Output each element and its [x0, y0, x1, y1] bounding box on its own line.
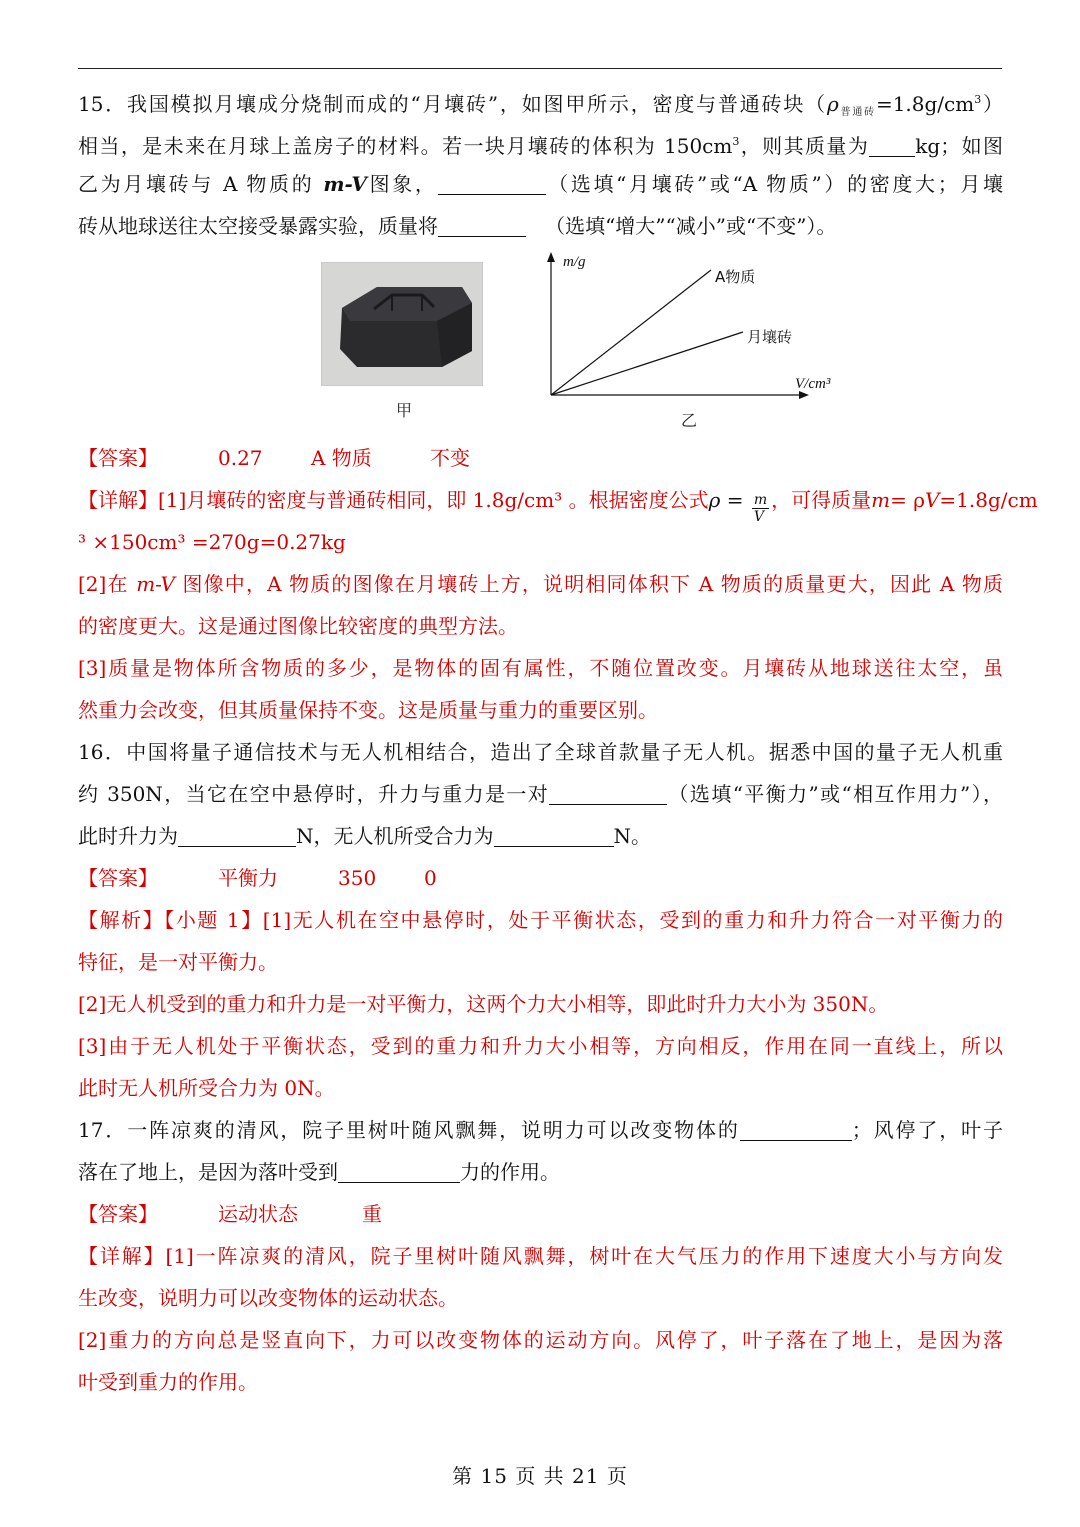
q16-text: （选填“平衡力”或“相互作用力”），: [667, 782, 1004, 806]
answer-blank[interactable]: [740, 1114, 852, 1141]
detail-text: 然重力会改变，但其质量保持不变。这是质量与重力的重要区别。: [78, 698, 658, 722]
q15-detail-1-cont: [78, 524, 1003, 566]
y-axis-arrow: [547, 252, 555, 262]
q15-text: 15．我国模拟月壤成分烧制而成的“月壤砖”，如图甲所示，密度与普通砖块（: [78, 92, 827, 116]
q17-text: 力的作用。: [460, 1160, 560, 1184]
line-a-substance: [551, 270, 711, 395]
answer-value: 350: [338, 866, 377, 890]
q17-answer: [78, 1196, 1003, 1238]
x-axis-label: V/cm³: [795, 376, 831, 392]
m-v-graph: [533, 250, 853, 430]
q15-text: （选填“增大”“减小”或“不变”）。: [545, 214, 837, 238]
analysis-text: 此时无人机所受合力为 0N。: [78, 1076, 335, 1100]
detail-text: [1]月壤砖的密度与普通砖相同，即 1.8g/cm³ 。根据密度公式: [158, 488, 709, 512]
rho-symbol: ρ: [826, 92, 839, 116]
q15-text: 相当，是未来在月球上盖房子的材料。若一块月壤砖的体积为 150cm: [78, 134, 733, 158]
detail-text: =1.8g/cm: [939, 488, 1038, 512]
q15-detail-2-cont: [78, 608, 1003, 650]
q16-text: 16．中国将量子通信技术与无人机相结合，造出了全球首款量子无人机。据悉中国的量子无人机重: [78, 740, 1003, 764]
answer-blank[interactable]: [549, 778, 667, 805]
q17-detail-2: [78, 1322, 1003, 1364]
q16-text: 约 350N，当它在空中悬停时，升力与重力是一对: [78, 782, 550, 806]
q16-text: N。: [613, 824, 651, 848]
answer-blank[interactable]: [869, 130, 915, 157]
q16-analysis-3: [78, 1028, 1003, 1070]
fraction-denominator: V: [753, 509, 764, 525]
detail-text: [1]一阵凉爽的清风，院子里树叶随风飘舞，树叶在大气压力的作用下速度大小与方向发: [165, 1244, 1003, 1268]
line-moon-brick: [551, 332, 743, 395]
q16-line-2: [78, 776, 1003, 818]
mv-symbol: m-V: [323, 172, 367, 196]
q17-line-1: [78, 1112, 1003, 1154]
page-footer: 第 15 页 共 21 页: [452, 1464, 628, 1488]
q16-analysis-1-cont: [78, 944, 1003, 986]
detail-tag: 【详解】: [78, 488, 158, 512]
detail-text: ，可得质量: [771, 488, 872, 512]
answer-value: 运动状态: [218, 1202, 298, 1226]
detail-text: [2]在: [78, 572, 129, 596]
q15-text: ）: [981, 92, 1004, 116]
x-axis-arrow: [799, 391, 809, 399]
answer-blank[interactable]: [338, 1156, 460, 1183]
detail-text: 叶受到重力的作用。: [78, 1370, 258, 1394]
answer-value: 不变: [430, 446, 470, 470]
q16-line-1: [78, 734, 1003, 776]
q16-line-3: [78, 818, 1003, 860]
detail-tag: 【详解】: [78, 1244, 166, 1268]
q15-figures: [78, 250, 1003, 440]
formula-rho: ρ: [708, 488, 721, 512]
q15-line-4: [78, 208, 1003, 250]
q15-text: 乙为月壤砖与 A 物质的: [78, 172, 315, 196]
q16-text: N，无人机所受合力为: [296, 824, 494, 848]
formula-m: m: [871, 488, 891, 512]
q15-answer: [78, 440, 1003, 482]
q17-detail-2-cont: [78, 1364, 1003, 1406]
detail-text: = ρ: [890, 488, 925, 512]
answer-tag: 【答案】: [78, 866, 158, 890]
q16-analysis-2: [78, 986, 1003, 1028]
line-brick-label: 月壤砖: [747, 328, 793, 346]
answer-value: 0: [424, 866, 437, 890]
q17-detail-1-cont: [78, 1280, 1003, 1322]
detail-text: 的密度更大。这是通过图像比较密度的典型方法。: [78, 614, 518, 638]
q15-line-2: [78, 124, 1003, 166]
q15-text: 图象，: [366, 172, 438, 196]
answer-value: 平衡力: [218, 866, 278, 890]
q16-text: 此时升力为: [78, 824, 178, 848]
q16-answer: [78, 860, 1003, 902]
answer-blank[interactable]: [178, 820, 296, 847]
q17-text: ；风停了，叶子: [851, 1118, 1004, 1142]
answer-tag: 【答案】: [78, 1202, 158, 1226]
analysis-text: [3]由于无人机处于平衡状态，受到的重力和升力大小相等，方向相反，作用在同一直线上，所以: [78, 1034, 1003, 1058]
figure-a-caption: 甲: [396, 401, 413, 420]
answer-blank[interactable]: [438, 168, 546, 195]
q15-detail-1: [78, 482, 1038, 525]
formula-equals: =: [720, 488, 750, 512]
line-a-label: A物质: [715, 268, 756, 286]
q17-line-2: [78, 1154, 1003, 1196]
q15-text: kg；如图: [915, 134, 1004, 158]
answer-value: A 物质: [311, 446, 372, 470]
answer-value: 重: [362, 1202, 382, 1226]
moon-brick-photo: [321, 262, 483, 386]
detail-text: 图像中，A 物质的图像在月壤砖上方，说明相同体积下 A 物质的质量更大，因此 A 物质: [182, 572, 1004, 596]
rho-subscript: 普通砖: [838, 107, 876, 118]
q17-detail-1: [78, 1238, 1003, 1280]
formula-v: V: [924, 488, 940, 512]
figure-b-caption: 乙: [681, 411, 698, 430]
detail-text: [2]重力的方向总是竖直向下，力可以改变物体的运动方向。风停了，叶子落在了地上，是因为落: [78, 1328, 1003, 1352]
q16-analysis-1: [78, 902, 1003, 944]
analysis-text: 特征，是一对平衡力。: [78, 950, 278, 974]
q16-analysis-3-cont: [78, 1070, 1003, 1112]
q15-text: 砖从地球送往太空接受暴露实验，质量将: [78, 214, 438, 238]
q17-text: 17．一阵凉爽的清风，院子里树叶随风飘舞，说明力可以改变物体的: [78, 1118, 740, 1142]
detail-text: ³ ×150cm³ =270g=0.27kg: [78, 530, 346, 554]
q15-text: （选填“月壤砖”或“A 物质”）的密度大；月壤: [545, 172, 1004, 196]
brick-illustration: [322, 263, 482, 385]
detail-text: 生改变，说明力可以改变物体的运动状态。: [78, 1286, 458, 1310]
y-axis-label: m/g: [563, 254, 586, 270]
answer-blank[interactable]: [438, 210, 526, 237]
detail-text: [3]质量是物体所含物质的多少，是物体的固有属性，不随位置改变。月壤砖从地球送往太空，虽: [78, 656, 1003, 680]
q15-text: ，则其质量为: [739, 134, 870, 158]
superscript: 3: [732, 135, 740, 148]
q15-detail-2: [78, 566, 1003, 608]
analysis-text: [1]无人机在空中悬停时，处于平衡状态，受到的重力和升力符合一对平衡力的: [262, 908, 1003, 932]
q17-text: 落在了地上，是因为落叶受到: [78, 1160, 338, 1184]
answer-blank[interactable]: [494, 820, 614, 847]
analysis-text: [2]无人机受到的重力和升力是一对平衡力，这两个力大小相等，即此时升力大小为 350N。: [78, 992, 889, 1016]
q15-detail-3: [78, 650, 1003, 692]
fraction-numerator: m: [753, 492, 768, 508]
page-content: [78, 82, 1038, 1406]
answer-tag: 【答案】: [78, 446, 158, 470]
analysis-tag: 【解析】【小题 1】: [78, 908, 263, 932]
header-rule: [78, 68, 1002, 69]
q15-detail-3-cont: [78, 692, 1003, 734]
mv-symbol: m-V: [136, 572, 175, 596]
superscript: 3: [974, 93, 982, 106]
q15-text: =1.8g/cm: [875, 92, 975, 116]
answer-value: 0.27: [218, 446, 263, 470]
q15-line-3: [78, 166, 1003, 208]
q15-line-1: [78, 82, 1003, 124]
density-fraction: [752, 492, 769, 525]
